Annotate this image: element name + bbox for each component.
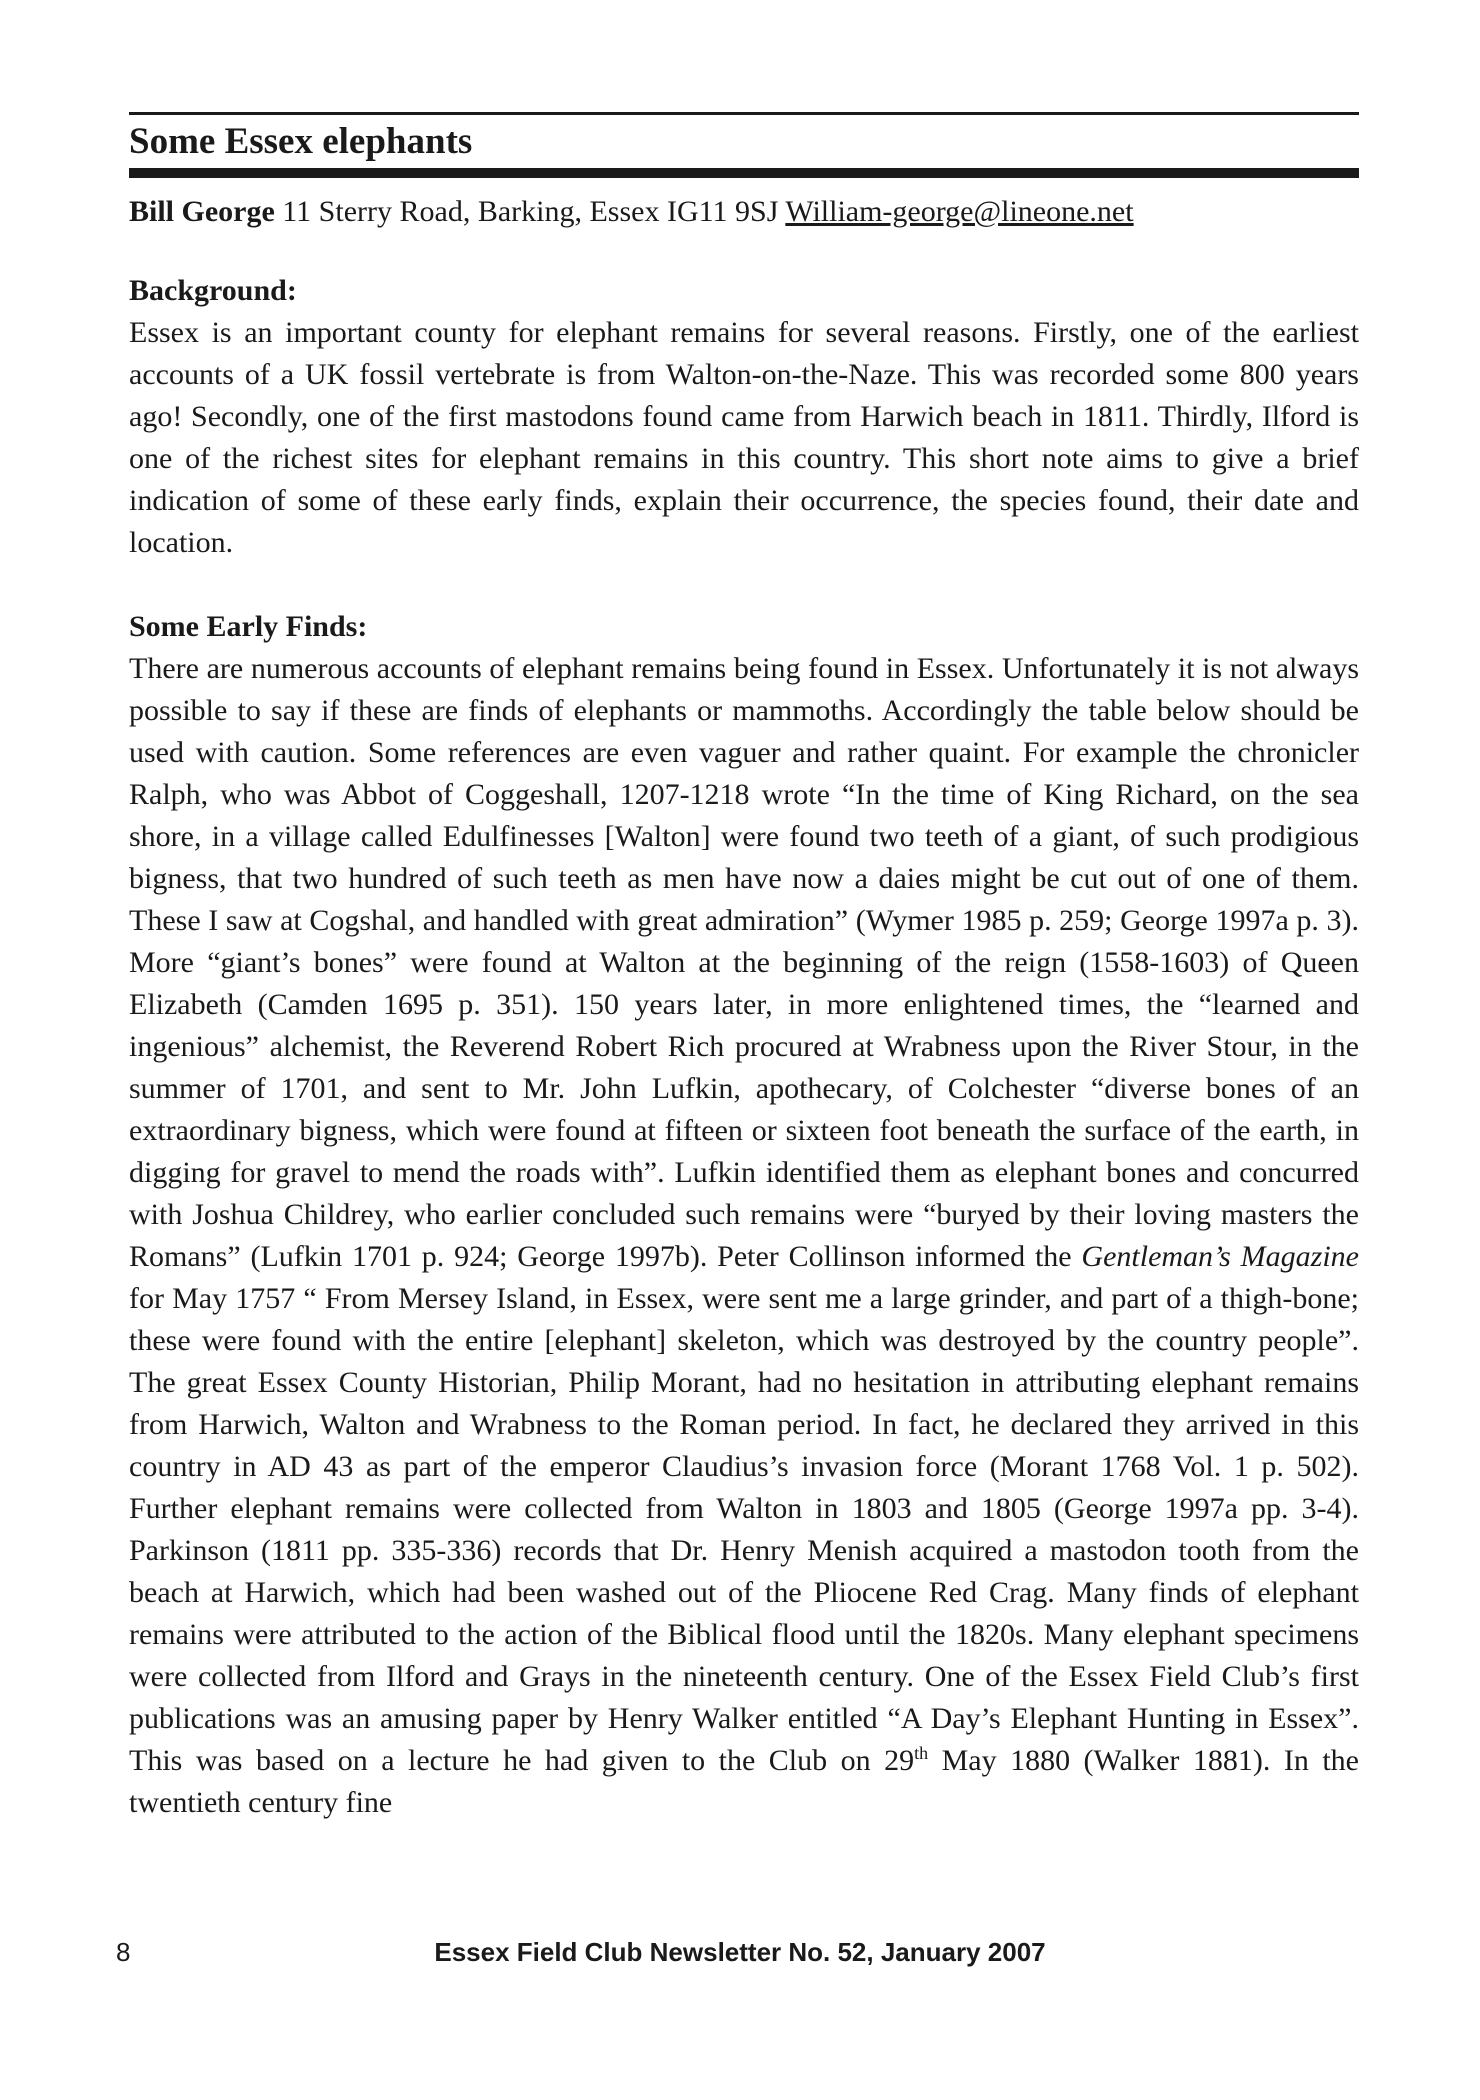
background-heading: Background:: [129, 274, 297, 307]
date-ordinal-suffix: th: [914, 1743, 929, 1763]
early-finds-text-2: for May 1757 “ From Mersey Island, in Essex, were sent me a large grinder, and part of a thigh-bone; these were found with the entire [elephant] skeleton, which was destroyed by the country people”. The great Essex County Historian, Philip Morant, had no hesitation in attributing elephant remains from Harwich, Walton and Wrabness to the Roman period. In fact, he declared they arrived in this country in AD 43 as part of the emperor Claudius’s invasion force (Morant 1768 Vol. 1 p. 502). Further elephant remains were collected from Walton in 1803 and 1805 (George 1997a pp. 3-4). Parkinson (1811 pp. 335-336) records that Dr. Henry Menish acquired a mastodon tooth from the beach at Harwich, which had been washed out of the Pliocene Red Crag. Many finds of elephant remains were attributed to the action of the Biblical flood until the 1820s. Many elephant specimens were collected from Ilford and Grays in the nineteenth century. One of the Essex Field Club’s first publications was an amusing paper by Henry Walker entitled “A Day’s Elephant Hunting in Essex”. This was based on a lecture he had given to the Club on 29: [129, 1282, 1359, 1777]
author-byline: [129, 192, 1359, 232]
author-email-link[interactable]: William-george@lineone.net: [785, 195, 1134, 228]
early-finds-paragraph: [129, 648, 1359, 1824]
author-address: 11 Sterry Road, Barking, Essex IG11 9SJ: [274, 195, 786, 228]
page-footer: [0, 1932, 1480, 1972]
author-name: Bill George: [129, 195, 275, 228]
early-finds-heading: Some Early Finds:: [129, 610, 368, 643]
early-finds-text-3: May 1880 (Walker 1881). In the twentieth century fine: [129, 1744, 1359, 1819]
top-rule: [129, 112, 1359, 115]
early-finds-text-1: There are numerous accounts of elephant remains being found in Essex. Unfortunately it is not always possible to say if these are finds of elephants or mammoths. Accordingly the table below should be used with caution. Some references are even vaguer and rather quaint. For example the chronicler Ralph, who was Abbot of Coggeshall, 1207-1218 wrote “In the time of King Richard, on the sea shore, in a village called Edulfinesses [Walton] were found two teeth of a giant, of such prodigious bigness, that two hundred of such teeth as men have now a daies might be cut out of one of them. These I saw at Cogshal, and handled with great admiration” (Wymer 1985 p. 259; George 1997a p. 3). More “giant’s bones” were found at Walton at the beginning of the reign (1558-1603) of Queen Elizabeth (Camden 1695 p. 351). 150 years later, in more enlightened times, the “learned and ingenious” alchemist, the Reverend Robert Rich procured at Wrabness upon the River Stour, in the summer of 1701, and sent to Mr. John Lufkin, apothecary, of Colchester “diverse bones of an extraordinary bigness, which were found at fifteen or sixteen foot beneath the surface of the earth, in digging for gravel to mend the roads with”. Lufkin identified them as elephant bones and concurred with Joshua Childrey, who earlier concluded such remains were “buryed by their loving masters the Romans” (Lufkin 1701 p. 924; George 1997b). Peter Collinson informed the: [129, 652, 1359, 1273]
article-body: [129, 270, 1359, 1824]
background-paragraph: Essex is an important county for elephant remains for several reasons. Firstly, one of the earliest accounts of a UK fossil vertebrate is from Walton-on-the-Naze. This was recorded some 800 years ago! Secondly, one of the first mastodons found came from Harwich beach in 1811. Thirdly, Ilford is one of the richest sites for elephant remains in this country. This short note aims to give a brief indication of some of these early finds, explain their occurrence, the species found, their date and location.: [129, 316, 1359, 559]
article-title: Some Essex elephants: [129, 121, 473, 162]
magazine-title: Gentleman’s Magazine: [1081, 1240, 1359, 1273]
page-number: 8: [116, 1937, 131, 1967]
title-rule: [129, 168, 1359, 178]
newsletter-title: Essex Field Club Newsletter No. 52, January 2007: [434, 1937, 1046, 1967]
